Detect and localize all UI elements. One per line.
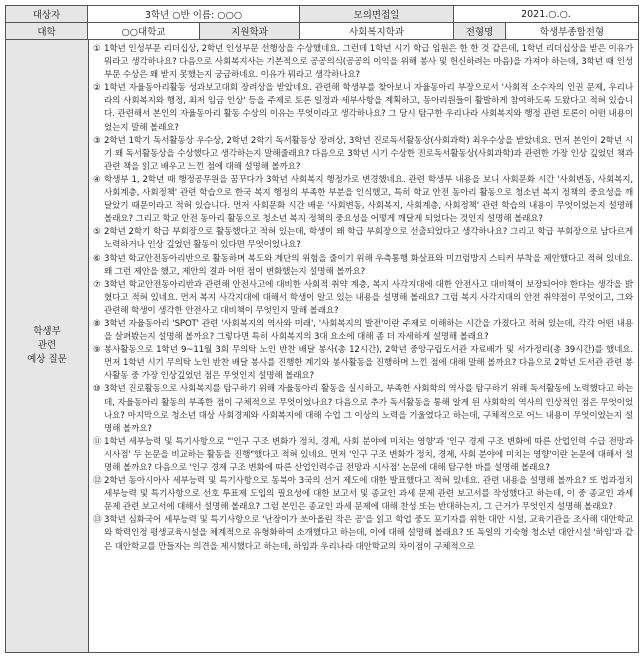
section-label-line: 학생부 [33,326,61,337]
question-item [93,383,633,435]
question-text: 1학년 자율동아리활동 성과보고대회 장려상을 받았네요. 관련해 학생부를 찾아보니 자율동아리 부장으로서 '사회적 소수자의 인권 문제, 우리나라의 사회복지와 행정, 최저 임금 인상' 등을 주제로 토론 일정과 세부사항을 계획하고, 동아리원들이 활발하게 참여하도록 도왔다고 적혀 있습니다. 관련해서 본인의 자율동아리 활동 수상의 이유는 무엇이라고 생각하나요? 그 당시 탐구한 우리나라 사회복지와 행정 관련 토론이 어떤 내용이었는지 말해 볼래요? [104,83,633,133]
header-row-2 [6,23,638,40]
question-number: ③ [93,135,101,146]
question-number: ⑫ [93,476,102,487]
question-number: ④ [93,174,101,185]
question-item [93,174,633,226]
question-text: 학생부 1, 2학년 때 행정공무원을 꿈꾸다가 3학년 사회복지 행정가로 변경했네요. 관련 학생부 내용을 보니 사회문화 시간 '사회변동, 사회복지, 사회계층, 사회정책' 관련 학습으로 한국 복지 행정의 부족한 부분을 인식했고, 특히 학교 안전 동아리 활동으로 청소년 복지 정책의 중요성을 깨달았기 때문이라고 적혀 있습니다. 먼저 사회문화 시간 배운 '사회변동, 사회복지, 사회계층, 사회정책' 관련 학습의 내용이 무엇이었는지 설명해 볼래요? 그리고 학교 안전 동아리 활동으로 청소년 복지 정책의 중요성을 어떻게 깨달게 되었다는 것인지 설명해 볼래요? [104,174,633,225]
question-item [93,226,633,252]
header-row-1 [6,6,638,23]
question-item [93,318,633,344]
question-text: 1학년 세부능력 및 특기사항으로 "'인구 구조 변화가 정치, 경제, 사회 분야에 미치는 영향'과 '인구 경제 구조 변화에 따른 산업인력 수급 전망과 시사점' 두 논문을 비교하는 활동을 진행"했다고 적혀 있네요. 먼저 '인구 구조 변화가 정치, 경제, 사회 분야에 미치는 영향'이란 논문에 대해서 설명해 볼까요? 다음으로 '인구 경제 구조 변화에 따른 산업인력수급 전망과 시사점' 논문에 대해 탐구한 바를 설명해 볼래요? [104,436,633,473]
question-list [89,40,638,652]
univ-name: ○○대학교 [88,23,200,39]
section-label-line: 예상 질문 [27,354,67,365]
question-item [93,135,633,174]
question-number: ⑤ [93,227,101,238]
question-text: 1학년 인성부문 리더십상, 2학년 인성부문 선행상을 수상했네요. 그런데 1학년 시기 학급 임원은 한 한 것 같은데, 1학년 리더십상을 받은 이유가 뭐라고 생각하나요? 다음으로 사회복지사는 기본적으로 공공의식(공공의 이익을 위해 봉사 및 헌신하려는 마음)을 가져야 하는데, 3학년 때 인성부문 수상은 왜 받지 못했는지 궁금하네요. 이유가 뭐라고 생각하나요? [104,44,633,81]
interview-sheet [5,5,639,653]
type-name: 학생부종합전형 [539,27,605,38]
question-text: 3학년 학교안전동아리반과 관련해 안전사고에 대비한 사회적 취약 계층, 복지 사각지대에 대한 안전사고 대비책이 보장되어야 한다는 생각을 밝혔다고 적혀 있네요. 먼저 복지 사각지대에 대해서 학생이 알고 있는 내용을 설명해 볼래요? 그럼 복지 사각지대의 안전 취약점이 무엇이고, 그와 관련해 학생이 생각한 안전사고 대비책이 무엇인지 말해 볼래요? [104,279,633,316]
label-dept: 지원학과 [200,23,300,39]
question-text: 2학년 동아시아사 세부능력 및 특기사항으로 동북아 3국의 선거 제도에 대한 발표했다고 적혀 있네요. 관련 내용을 설명해 볼까요? 또 법과정치 세부능력 및 특기사항으로 선호 투표제 도입의 필요성에 대한 보고서 및 종교인 과세 문제 관련 보고서를 작성했다고 하는데, 이 중 종교인 과세 문제 관련 보고서에 대해서 설명해 볼래요? 그럼 본인은 종교인 과세 문제에 대해 찬성 또는 반대하는지, 그 근거가 무엇인지 설명해 볼래요? [104,476,633,513]
question-number: ② [93,83,101,94]
session-date: 2021.○.○. [521,8,571,20]
question-number: ① [93,44,101,54]
question-item [93,279,633,318]
question-text: 3학년 자율동아리 'SPOT' 관련 '사회복지의 역사와 미래', '사회복지의 발전'이란 주제로 이해하는 시간을 가졌다고 적혀 있는데, 각각 어떤 내용을 살펴봤는지 설명해 볼까요? 그렇다면 특히 사회복지의 3대 요소에 대해 좀 더 자세하게 설명해 볼래요? [104,318,633,343]
question-text: 봉사활동으로 1학년 9~11월 3회 무의탁 노인 반찬 배달 봉사(총 12시간), 2학년 중앙구립도서관 자료배가 및 서가정리(총 39시간)를 했네요. 먼저 1학년 시기 무의탁 노인 반찬 배달 봉사를 진행한 계기와 봉사활동을 진행하며 느낀 점에 대해 말해 볼까요? 다음으로 2학년 도서관 관련 봉사활동 중 가장 인상깊었던 점은 무엇인지 설명해 볼래요? [104,345,633,382]
question-number: ⑨ [93,345,101,356]
question-text: 3학년 심화국어 세부능력 및 특기사항으로 '난장이가 쏘아올린 작은 공'을 읽고 학업 중도 포기자를 위한 대안 시설, 교육기관을 조사해 대안학교와 학력인정 평생교육시설을 체계적으로 유형화하여 소개했다고 하는데, 이에 대해 설명해 볼래요? 또 독일의 기숙형 청소년 대안시설 '하임'과 같은 대안학교를 만들자는 의견을 제시했다고 하는데, 하임과 우리나라 대안학교의 차이점이 구체적으로 [104,515,633,552]
question-text: 2학년 2학기 학급 부회장으로 활동했다고 적혀 있는데, 학생이 왜 학급 부회장으로 선출되었다고 생각하나요? 그리고 학급 부회장으로 남다르게 노력하거나 인상 깊었던 활동이 있다면 무엇이었나요? [104,227,633,251]
label-univ: 대학 [6,23,88,39]
question-number: ⑩ [93,384,101,395]
question-item [93,43,633,82]
label-session: 모의면접일 [300,6,454,22]
section-label [6,40,89,652]
label-type: 전형명 [454,23,506,39]
label-target: 대상자 [6,6,88,22]
question-text: 3학년 학교안전동아리반으로 활동하며 복도와 계단의 위험을 줄이기 위해 우측통행 화살표와 미끄럼방지 스티커 부착을 제안했다고 적혀 있네요. 왜 그런 제안을 했고, 제안의 결과 어떤 점이 변화했는지 설명해 볼까요? [104,253,633,277]
question-number: ⑧ [93,318,101,329]
dept-name: 사회복지학과 [300,23,454,39]
question-item [93,475,633,514]
question-number: ⑪ [93,436,102,447]
question-item [93,514,633,553]
question-number: ⑬ [93,515,102,526]
question-number: ⑦ [93,279,101,290]
section-label-line: 관련 [37,340,57,351]
question-text: 3학년 진로활동으로 사회복지를 탐구하기 위해 자율동아리 활동을 실시하고, 부족한 사회학의 역사를 탐구하기 위해 독서활동에 노력했다고 하는데, 자율동아리 활동의 부족한 점이 구체적으로 무엇이었나요? 다음으로 추가 독서활동을 통해 알게 된 사회학의 역사의 인상적인 점은 무엇이었나요? 마지막으로 청소년 대상 사회경제와 사회복지에 대해 수업 그 이상의 노력을 기울였다고 하는데, 구체적으로 어느 내용이 무엇이었는지 설명해 볼까요? [104,384,633,434]
question-number: ⑥ [93,253,101,264]
question-item [93,344,633,383]
question-item [93,253,633,279]
student-info: 3학년 ○반 이름: ○○○ [88,6,300,22]
question-item [93,82,633,134]
question-text: 2학년 1학기 독서활동상 우수상, 2학년 2학기 독서활동상 장려상, 3학년 진로독서활동상(사회과학) 최우수상을 받았네요. 먼저 본인이 2학년 시기 왜 독서활동상을 수상했다고 생각하는지 말해줄래요? 다음으로 3학년 시기 수상한 진로독서활동상(사회과학)과 관련한 가장 인상 깊었던 책과 관련 책을 읽고 배우고 느낀 점에 대해 설명해 볼까요? [104,135,633,172]
question-section [6,40,638,652]
question-item [93,436,633,475]
